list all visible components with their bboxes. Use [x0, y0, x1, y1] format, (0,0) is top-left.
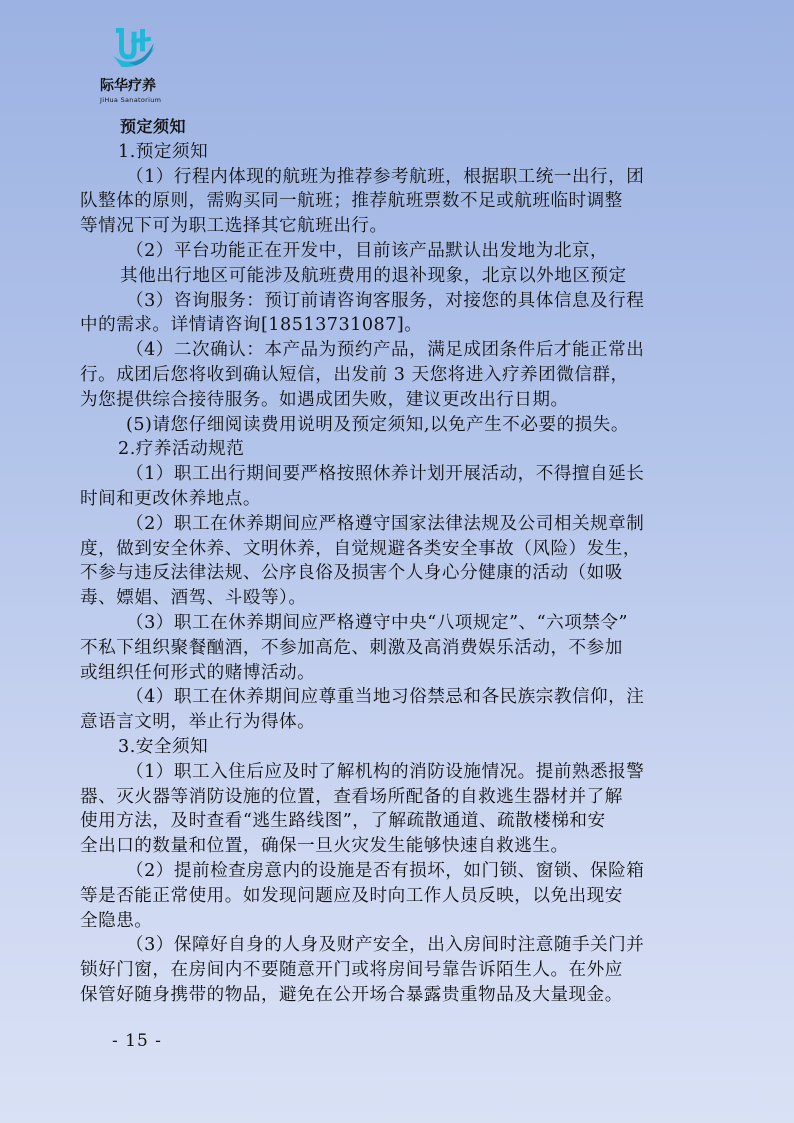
text-line: 保管好随身携带的物品，避免在公开场合暴露贵重物品及大量现金。 [80, 984, 623, 1005]
text-line: 不私下组织聚餐酗酒，不参加高危、刺激及高消费娱乐活动，不参加 [80, 637, 623, 658]
text-line: （1）行程内体现的航班为推荐参考航班，根据职工统一出行，团 [126, 166, 645, 187]
section-heading: 1.预定须知 [118, 141, 209, 162]
text-line: 行。成团后您将收到确认短信，出发前 3 天您将进入疗养团微信群， [80, 364, 629, 385]
text-line: 中的需求。详情请咨询[18513731087]。 [80, 315, 423, 336]
text-line: 毒、嫖娼、酒驾、斗殴等）。 [80, 588, 307, 609]
section-heading: 2.疗养活动规范 [118, 439, 245, 460]
text-line: 全出口的数量和位置，确保一旦火灾发生能够快速自救逃生。 [80, 836, 569, 857]
text-line: 或组织任何形式的赌博活动。 [80, 662, 316, 683]
text-line: （2）提前检查房意内的设施是否有损坏，如门锁、窗锁、保险箱 [126, 860, 645, 881]
text-line: （3）保障好自身的人身及财产安全，出入房间时注意随手关门并 [126, 935, 645, 956]
logo-subtext: JiHua Sanatorium [100, 96, 162, 104]
text-line: （4）职工在休养期间应尊重当地习俗禁忌和各民族宗教信仰，注 [126, 687, 645, 708]
jihua-logo-icon [100, 22, 164, 78]
text-line: 等情况下可为职工选择其它航班出行。 [80, 216, 388, 237]
text-line: (5)请您仔细阅读费用说明及预定须知,以免产生不必要的损失。 [126, 414, 629, 435]
text-line: 锁好门窗，在房间内不要随意开门或将房间号靠告诉陌生人。在外应 [80, 960, 623, 981]
section-heading: 3.安全须知 [118, 736, 209, 757]
logo-text: 际华疗养 [100, 78, 156, 94]
text-line: （1）职工入住后应及时了解机构的消防设施情况。提前熟悉报警 [126, 761, 645, 782]
text-line: （3）职工在休养期间应严格遵守中央“八项规定”、“六项禁令” [126, 612, 629, 633]
text-line: （2）职工在休养期间应严格遵守国家法律法规及公司相关规章制 [126, 513, 645, 534]
text-line: （4）二次确认：本产品为预约产品，满足成团条件后才能正常出 [126, 340, 645, 361]
text-line: 使用方法，及时查看“逃生路线图”，了解疏散通道、疏散楼梯和安 [80, 811, 606, 832]
text-line: 意语言文明，举止行为得体。 [80, 712, 316, 733]
text-line: 队整体的原则，需购买同一航班；推荐航班票数不足或航班临时调整 [80, 191, 623, 212]
page-number: - 15 - [112, 1031, 162, 1051]
text-line: （3）咨询服务：预订前请咨询客服务，对接您的具体信息及行程 [126, 290, 645, 311]
text-line: 全隐患。 [80, 910, 153, 931]
text-line: （2）平台功能正在开发中，目前该产品默认出发地为北京， [126, 240, 609, 261]
text-line: 其他出行地区可能涉及航班费用的退补现象，北京以外地区预定 [120, 265, 627, 286]
document-body [80, 115, 740, 1008]
text-line: 不参与违反法律法规、公序良俗及损害个人身心分健康的活动（如吸 [80, 563, 623, 584]
text-line: 为您提供综合接待服务。如遇成团失败，建议更改出行日期。 [80, 389, 569, 410]
text-line: 等是否能正常使用。如发现问题应及时向工作人员反映，以免出现安 [80, 885, 623, 906]
text-line: 时间和更改休养地点。 [80, 488, 261, 509]
text-line: 器、灭火器等消防设施的位置，查看场所配备的自救逃生器材并了解 [80, 786, 623, 807]
text-line: 度，做到安全休养、文明休养，自觉规避各类安全事故（风险）发生， [80, 538, 641, 559]
text-line: （1）职工出行期间要严格按照休养计划开展活动，不得擅自延长 [126, 464, 645, 485]
document-title: 预定须知 [120, 117, 187, 136]
